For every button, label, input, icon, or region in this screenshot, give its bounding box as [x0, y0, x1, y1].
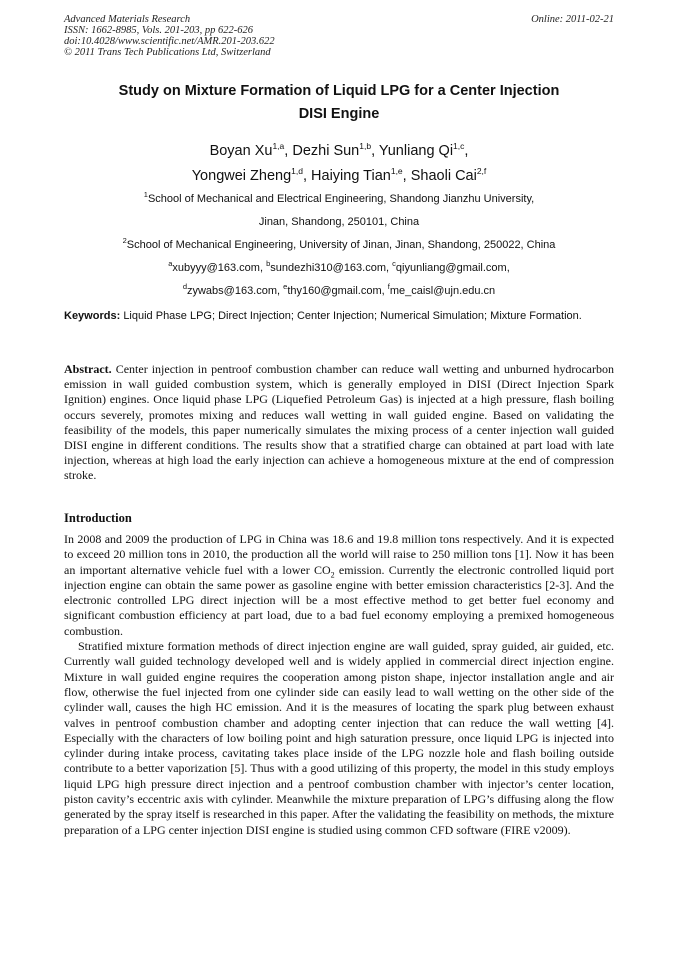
intro-paragraph-1: In 2008 and 2009 the production of LPG in China was 18.6 and 19.8 million tons respectively. And it is expected to exceed 20 million tons in 2010, the production all the world will raise to 250 million tons [1]. Now it has been an important alternative vehicle fuel with a lower $CO_2$ emission. Currently the electronic controlled liquid port injection engine can obtain the same power as gasoline engine with better emission characteristics [2-3]. And the electronic controlled LPG direct injection will be a most effective method to get better fuel economy and significant combustion efficiency at part load, due to a bad fuel economy employing a premixed homogeneous combustion.: [64, 532, 615, 638]
keywords-section: [64, 309, 614, 324]
affiliations: [64, 188, 614, 303]
copyright-line: © 2011 Trans Tech Publications Ltd, Switzerland: [64, 47, 271, 58]
abstract-text: Center injection in pentroof combustion chamber can reduce wall wetting and unburned hydrocarbon emission in wall guided combustion system, which is generally employed in DISI (Direct Injection Spark Ignition) engines. Once liquid phase LPG (Liquefied Petroleum Gas) is injected at a high pressure, flash boiling occurs severely, promotes mixing and reduces wall wetting in wall guided engine. Based on validating the feasibility of the models, this paper numerically simulates the mixing process of a center injection wall guided DISI engine in different conditions. The results show that a stratified charge can obtained at part load with late injection, whereas at high load the early injection can achieve a homogeneous mixture at the end of compression stroke.: [64, 362, 615, 483]
author-name: Shaoli Cai: [410, 168, 477, 184]
email-link[interactable]: me_caisl@ujn.edu.cn: [389, 285, 496, 297]
online-date: Online: 2011-02-21: [531, 14, 614, 25]
paper-title: [64, 80, 614, 126]
affiliation-2: $^2$School of Mechanical Engineering, University of Jinan, Jinan, Shandong, 250022, China: [122, 236, 556, 251]
affiliation-1-line-1: $^1$School of Mechanical and Electrical Engineering, Shandong Jianzhu University,: [143, 190, 535, 205]
email-link[interactable]: xubyyy@163.com,: [172, 262, 264, 274]
author-name: Yunliang Qi: [378, 143, 454, 159]
author-name: Dezhi Sun: [292, 143, 360, 159]
author-sup: 1,b: [359, 141, 372, 151]
email-link[interactable]: sundezhi310@163.com,: [270, 262, 390, 274]
author-name: Haiying Tian: [311, 168, 391, 184]
section-heading-introduction: Introduction: [64, 511, 132, 525]
email-link[interactable]: thy160@gmail.com,: [287, 285, 385, 297]
journal-header: [64, 14, 275, 58]
title-line-1: Study on Mixture Formation of Liquid LPG for a Center Injection: [118, 83, 560, 99]
author-sup: 1,d: [291, 166, 303, 176]
affil-sup: 1: [143, 190, 148, 199]
email-line-2: $^d$zywabs@163.com, $^e$thy160@gmail.com, $^f$me_caisl@ujn.edu.cn: [182, 282, 496, 297]
author-line-1: Boyan Xu$^{1,a}$, Dezhi Sun$^{1,b}$, Yunliang Qi$^{1,c}$,: [209, 141, 469, 159]
email-line-1: $^a$xubyyy@163.com, $^b$sundezhi310@163.com, $^c$qiyunliang@gmail.com,: [168, 259, 510, 274]
author-list: [64, 139, 614, 189]
author-sup: 2,f: [476, 166, 487, 176]
author-name: Boyan Xu: [209, 143, 273, 159]
journal-name: Advanced Materials Research: [64, 14, 191, 25]
author-sup: 1,a: [272, 141, 285, 151]
abstract-label: Abstract.: [64, 362, 112, 376]
intro-paragraph-2: Stratified mixture formation methods of direct injection engine are wall guided, spray guided, air guided, etc. Currently wall guided technology developed well and is widely applied in commercial direct injection engine. Mixture in wall guided engine requires the cooperation among piston shape, injector installation angle and air flow, otherwise the fuel injected from one cylinder side can easily lead to wall wetting on the other side of the cylinder wall, causes the high HC emission. And it is the measures of locating the spark plug between exhaust valves in pentroof combustion chamber and adopting center injection that can reduce the wall wetting [4]. Especially with the characters of low boiling point and high saturation pressure, once liquid LPG is injected into cylinder during intake process, cavitating takes place inside of the LPG nozzle hole and flash boiling outside contribute to a better vaporization [5]. Thus with a good utilizing of this property, the model in this study employs liquid LPG high pressure direct injection and a pentroof combustion chamber with injector’s center location, piston cavity’s eccentric axis with cylinder. Meanwhile the mixture preparation of LPG’s diffusing along the flow generated by the spray itself is researched in this paper. After the validating the feasibility on methods, the mixture preparation of a LPG center injection DISI engine is studied using common CFD software (FIRE v2009).: [64, 639, 614, 837]
author-name: Yongwei Zheng: [191, 168, 292, 184]
affiliation-1-line-2: Jinan, Shandong, 250101, China: [258, 216, 420, 228]
email-link[interactable]: zywabs@163.com,: [186, 285, 281, 297]
keywords-label: Keywords:: [64, 310, 121, 322]
introduction-body: [64, 532, 614, 838]
author-line-2: Yongwei Zheng$^{1,d}$, Haiying Tian$^{1,e}$, Shaoli Cai$^{2,f}$: [191, 166, 487, 184]
keywords-text: Liquid Phase LPG; Direct Injection; Center Injection; Numerical Simulation; Mixture Formation.: [123, 310, 582, 322]
title-line-2: DISI Engine: [298, 106, 380, 122]
email-link[interactable]: qiyunliang@gmail.com,: [395, 262, 510, 274]
author-sup: 1,c: [453, 141, 465, 151]
abstract-section: [64, 362, 614, 484]
issn-line: ISSN: 1662-8985, Vols. 201-203, pp 622-626: [64, 25, 253, 36]
author-sup: 1,e: [390, 166, 403, 176]
affil-sup: 2: [122, 236, 127, 245]
doi-line[interactable]: doi:10.4028/www.scientific.net/AMR.201-203.622: [64, 36, 275, 47]
